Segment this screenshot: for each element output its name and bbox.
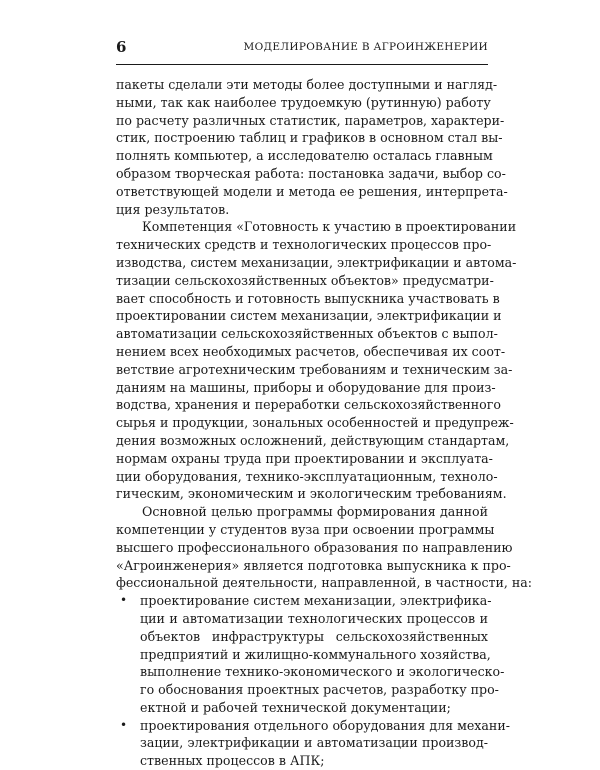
paragraph-1	[116, 76, 508, 218]
text-line: ектной и рабочей технической документации;	[140, 699, 451, 715]
text-line: зации, электрификации и автоматизации производ-	[140, 735, 488, 751]
text-line: ветствие агротехническим требованиям и техническим за-	[116, 361, 513, 377]
text-line: даниям на машины, приборы и оборудование для произ-	[116, 379, 496, 395]
text-line: пакеты сделали эти методы более доступными и нагляд-	[116, 77, 498, 92]
text-line: ции и автоматизации технологических процессов и	[140, 610, 488, 626]
text-line: выполнение технико-экономического и экологическо-	[140, 664, 505, 680]
paragraph-3	[116, 503, 533, 592]
bullet-list	[116, 592, 510, 770]
text-line: го обоснования проектных расчетов, разработку про-	[140, 682, 499, 698]
page-number: 6	[116, 38, 127, 56]
text-line: автоматизации сельскохозяйственных объектов с выпол-	[116, 326, 498, 342]
text-line: дения возможных осложнений, действующим стандартам,	[116, 432, 510, 448]
text-line: предприятий и жилищно-коммунального хозяйства,	[140, 646, 491, 662]
running-title: МОДЕЛИРОВАНИЕ В АГРОИНЖЕНЕРИИ	[243, 41, 488, 53]
page-header	[116, 38, 488, 60]
text-line: технических средств и технологических процессов про-	[116, 237, 492, 253]
text-line: полнять компьютер, а исследователю осталась главным	[116, 148, 493, 164]
list-item	[116, 592, 505, 717]
text-line: нением всех необходимых расчетов, обеспечивая их соот-	[116, 343, 506, 359]
text-line: «Агроинженерия» является подготовка выпускника к про-	[116, 557, 511, 573]
paragraph-2	[116, 218, 517, 503]
text-line: фессиональной деятельности, направленной, в частности, на:	[116, 575, 533, 591]
header-rule	[116, 64, 488, 65]
text-line: нормам охраны труда при проектировании и эксплуата-	[116, 450, 493, 466]
bullet-icon: •	[120, 717, 128, 732]
bullet-icon: •	[120, 593, 128, 608]
text-line: изводства, систем механизации, электрификации и автома-	[116, 254, 517, 270]
text-line: объектов инфраструктуры сельскохозяйственных	[140, 628, 488, 644]
text-line: по расчету различных статистик, параметров, характери-	[116, 112, 505, 128]
text-line: сырья и продукции, зональных особенностей и предупреж-	[116, 415, 514, 431]
body-text	[116, 76, 533, 770]
text-line: ция результатов.	[116, 201, 230, 217]
list-item	[116, 717, 510, 770]
text-line: ными, так как наиболее трудоемкую (рутинную) работу	[116, 94, 491, 110]
text-line: стик, построению таблиц и графиков в основном стал вы-	[116, 130, 503, 146]
text-line: вает способность и готовность выпускника участвовать в	[116, 290, 500, 306]
text-line: проектировании систем механизации, электрификации и	[116, 308, 502, 324]
text-line: компетенции у студентов вуза при освоении программы	[116, 521, 495, 537]
text-line: ции оборудования, технико-эксплуатационным, техноло-	[116, 468, 498, 484]
text-line: образом творческая работа: постановка задачи, выбор со-	[116, 165, 506, 181]
text-line: ственных процессов в АПК;	[140, 753, 325, 769]
text-line: водства, хранения и переработки сельскохозяйственного	[116, 397, 501, 413]
text-line: • проектирование систем механизации, электрифика-	[120, 593, 492, 609]
text-line: ответствующей модели и метода ее решения, интерпрета-	[116, 183, 508, 199]
text-line: гическим, экономическим и экологическим требованиям.	[116, 486, 507, 502]
text-line: • проектирования отдельного оборудования для механи-	[120, 717, 510, 733]
text-line: высшего профессионального образования по направлению	[116, 539, 513, 555]
text-line: Компетенция «Готовность к участию в проектировании	[142, 219, 517, 235]
text-line: Основной целью программы формирования данной	[142, 504, 488, 520]
text-line: тизации сельскохозяйственных объектов» предусматри-	[116, 272, 494, 288]
